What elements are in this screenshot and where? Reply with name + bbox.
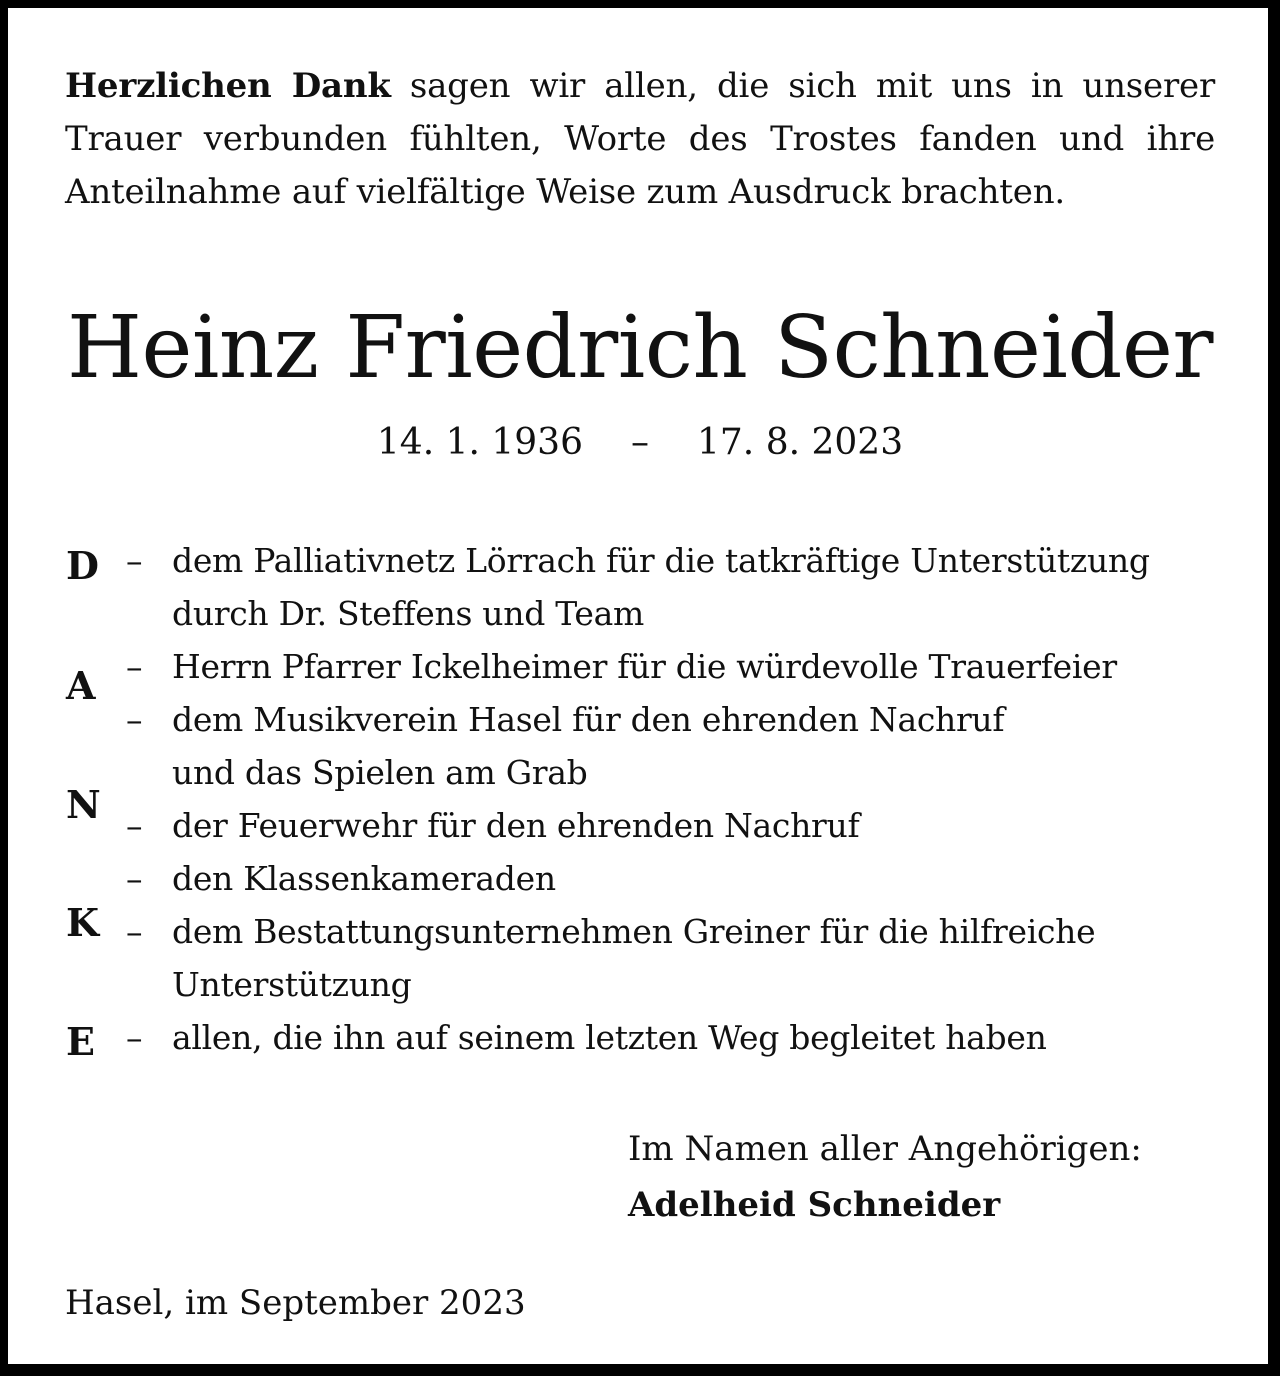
acrostic-letter: N [66, 782, 101, 827]
acrostic-letter: E [66, 1019, 95, 1064]
intro-paragraph [65, 60, 1215, 219]
thanks-item-line: und das Spielen am Grab [172, 753, 588, 792]
acrostic-letter: K [66, 900, 100, 945]
thanks-item-line: durch Dr. Steffens und Team [172, 594, 644, 633]
thanks-item-line: Herrn Pfarrer Ickelheimer für die würdevolle Trauerfeier [172, 647, 1117, 686]
date-separator: – [631, 422, 649, 463]
birth-date: 14. 1. 1936 [376, 422, 583, 463]
item-dash: – [126, 859, 143, 898]
intro-bold: Herzlichen Dank [65, 66, 391, 106]
item-dash: – [126, 541, 143, 580]
item-dash: – [126, 912, 143, 951]
death-date: 17. 8. 2023 [697, 422, 904, 463]
item-dash: – [126, 647, 143, 686]
deceased-name: Heinz Friedrich Schneider [67, 298, 1213, 398]
signature-intro: Im Namen aller Angehörigen: [628, 1129, 1142, 1169]
acrostic-letter: A [66, 663, 96, 708]
item-dash: – [126, 700, 143, 739]
thanks-item-line: Unterstützung [172, 965, 412, 1004]
thanks-item-line: dem Bestattungsunternehmen Greiner für die hilfreiche [172, 912, 1096, 951]
thanks-item-line: den Klassenkameraden [172, 859, 556, 898]
life-dates [8, 418, 1272, 468]
thanks-item-line: dem Palliativnetz Lörrach für die tatkräftige Unterstützung [172, 541, 1150, 580]
thanks-item-line: allen, die ihn auf seinem letzten Weg begleitet haben [172, 1018, 1047, 1057]
signature-name: Adelheid Schneider [628, 1185, 1001, 1225]
notice-card [8, 8, 1268, 1364]
thanks-item-line: der Feuerwehr für den ehrenden Nachruf [172, 806, 860, 845]
thanks-item-line: dem Musikverein Hasel für den ehrenden Nachruf [172, 700, 1005, 739]
item-dash: – [126, 1018, 143, 1057]
intro-text: sagen wir allen, die sich mit uns in unserer Trauer verbunden fühlten, Worte des Trostes fanden und ihre Anteilnahme auf vielfältige Weise zum Ausdruck brachten. [65, 66, 1215, 212]
place-date: Hasel, im September 2023 [65, 1283, 526, 1323]
item-dash: – [126, 806, 143, 845]
acrostic-letter: D [66, 543, 99, 588]
